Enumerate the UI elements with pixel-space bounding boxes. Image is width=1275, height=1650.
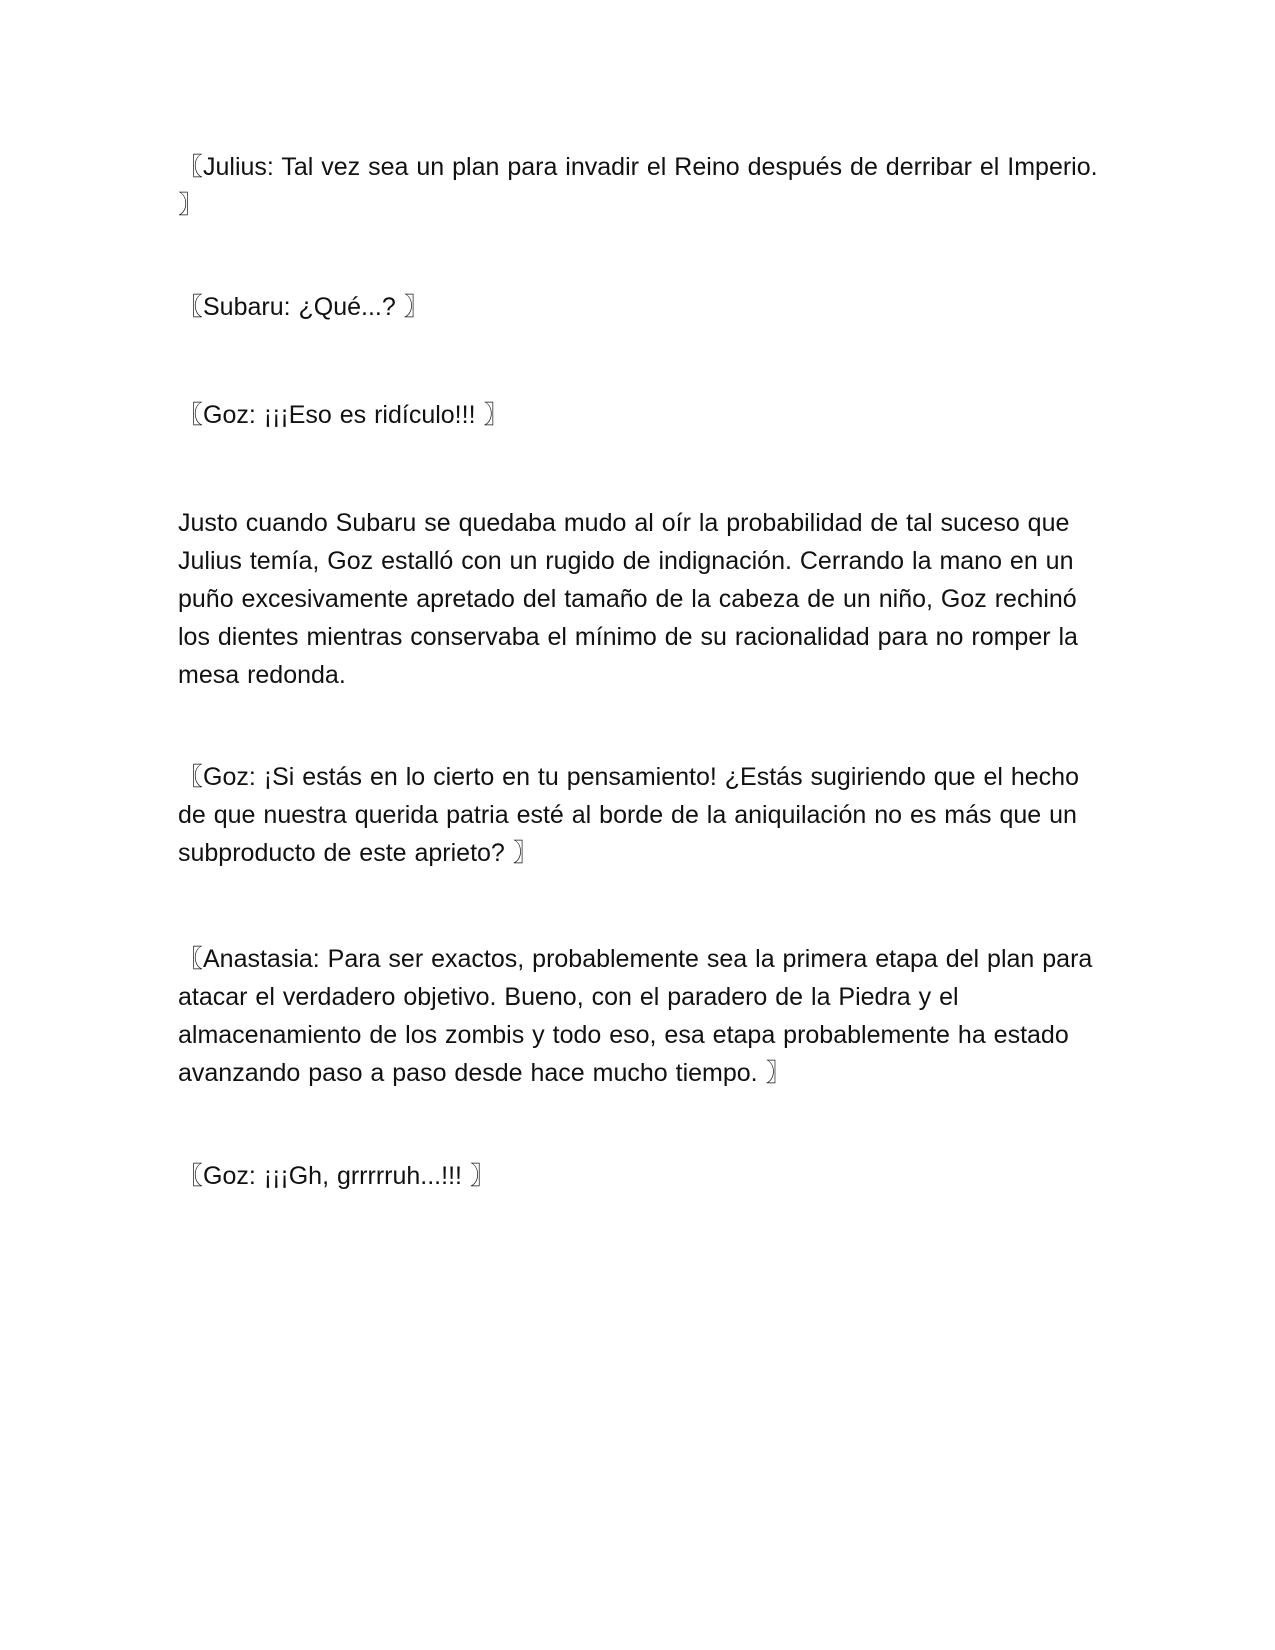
narration-paragraph: Justo cuando Subaru se quedaba mudo al oír la probabilidad de tal suceso que Julius temía, Goz estalló con un rugido de indignación. Cerrando la mano en un puño excesivamente apretado del tamaño de la cabeza de un niño, Goz rechinó los dientes mientras conservaba el mínimo de su racionalidad para no romper la mesa redonda. — [178, 509, 1078, 689]
dialogue-goz-2: 〖Goz: ¡Si estás en lo cierto en tu pensamiento! ¿Estás sugiriendo que el hecho de que nuestra querida patria esté al borde de la aniquilación no es más que un subproducto de este aprieto? 〗 — [178, 763, 1079, 867]
dialogue-julius: 〖Julius: Tal vez sea un plan para invadir el Reino después de derribar el Imperio. 〗 — [178, 153, 1098, 219]
dialogue-goz-3: 〖Goz: ¡¡¡Gh, grrrrruh...!!! 〗 — [178, 1162, 495, 1190]
dialogue-goz-1: 〖Goz: ¡¡¡Eso es ridículo!!! 〗 — [178, 401, 509, 429]
dialogue-anastasia: 〖Anastasia: Para ser exactos, probablemente sea la primera etapa del plan para atacar el verdadero objetivo. Bueno, con el paradero de la Piedra y el almacenamiento de los zombis y todo eso, esa etapa probablemente ha estado avanzando paso a paso desde hace mucho tiempo. 〗 — [178, 945, 1093, 1087]
dialogue-subaru: 〖Subaru: ¿Qué...? 〗 — [178, 293, 429, 321]
